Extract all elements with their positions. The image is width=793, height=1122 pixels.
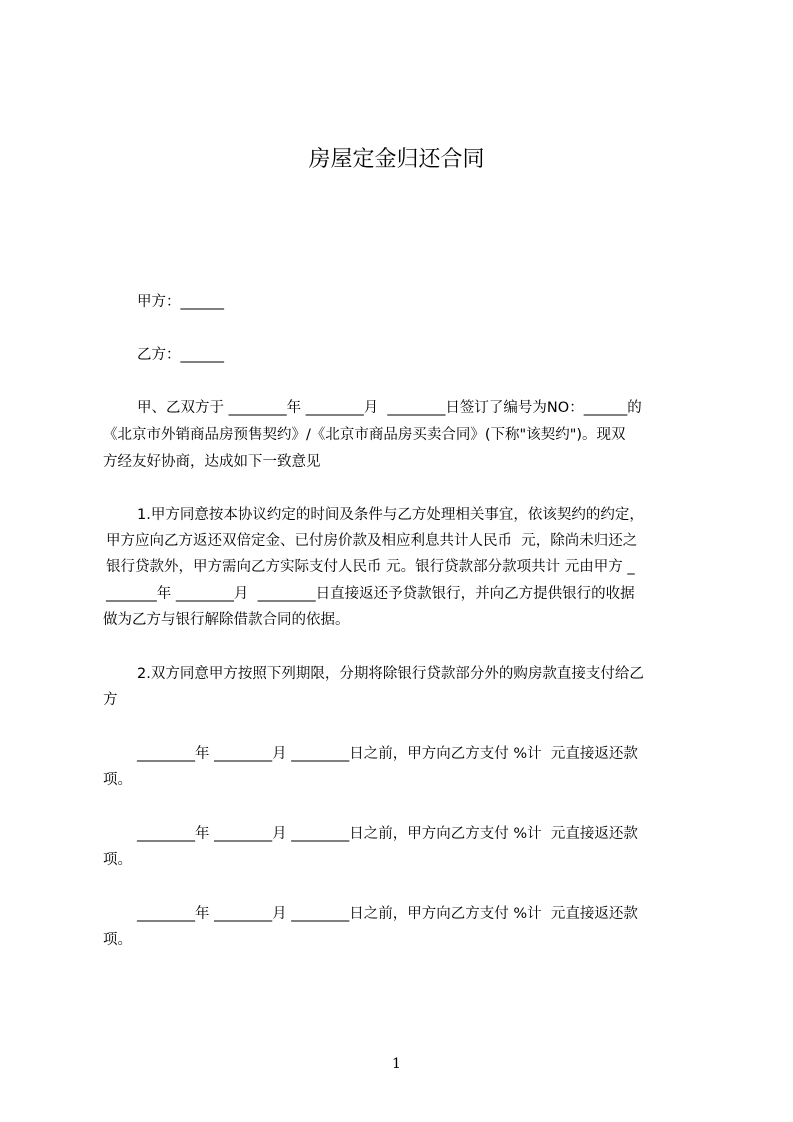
clause-1-line-4: _______年 ________月 ________日直接返还予贷款银行，并向乙方提供银行的收据 <box>106 586 635 602</box>
clause-2-line-2: 方 <box>103 692 118 708</box>
clause-1-line-1: 1.甲方同意按本协议约定的时间及条件与乙方处理相关事宜，依该契约的约定， <box>137 507 644 523</box>
intro-line-1: 甲、乙双方于 ________年 ________月 ________日签订了编号为NO：______的 <box>137 400 642 416</box>
installment-3-line-2: 项。 <box>103 932 132 948</box>
page-number: 1 <box>392 1056 401 1072</box>
document-title: 房屋定金归还合同 <box>308 147 485 172</box>
clause-2-line-1: 2.双方同意甲方按照下列期限，分期将除银行贷款部分外的购房款直接支付给乙 <box>137 666 644 682</box>
clause-1-line-3: 银行贷款外，甲方需向乙方实际支付人民币 元。银行贷款部分款项共计 元由甲方 _ <box>106 559 635 575</box>
installment-2-line-1: ________年 ________月 ________日之前，甲方向乙方支付 %计 元直接返还款 <box>137 826 638 842</box>
party-a-field: 甲方：______ <box>137 294 224 310</box>
clause-1-line-2: 甲方应向乙方返还双倍定金、已付房价款及相应利息共计人民币 元，除尚未归还之 <box>106 533 638 549</box>
installment-2-line-2: 项。 <box>103 852 132 868</box>
clause-1-line-5: 做为乙方与银行解除借款合同的依据。 <box>103 612 350 628</box>
intro-line-2: 《北京市外销商品房预售契约》/《北京市商品房买卖合同》(下称"该契约")。现双 <box>103 427 626 443</box>
installment-1-line-1: ________年 ________月 ________日之前，甲方向乙方支付 %计 元直接返还款 <box>137 746 638 762</box>
intro-line-3: 方经友好协商，达成如下一致意见 <box>103 454 321 470</box>
installment-1-line-2: 项。 <box>103 772 132 788</box>
installment-3-line-1: ________年 ________月 ________日之前，甲方向乙方支付 %计 元直接返还款 <box>137 906 638 922</box>
party-b-field: 乙方：______ <box>137 347 224 363</box>
